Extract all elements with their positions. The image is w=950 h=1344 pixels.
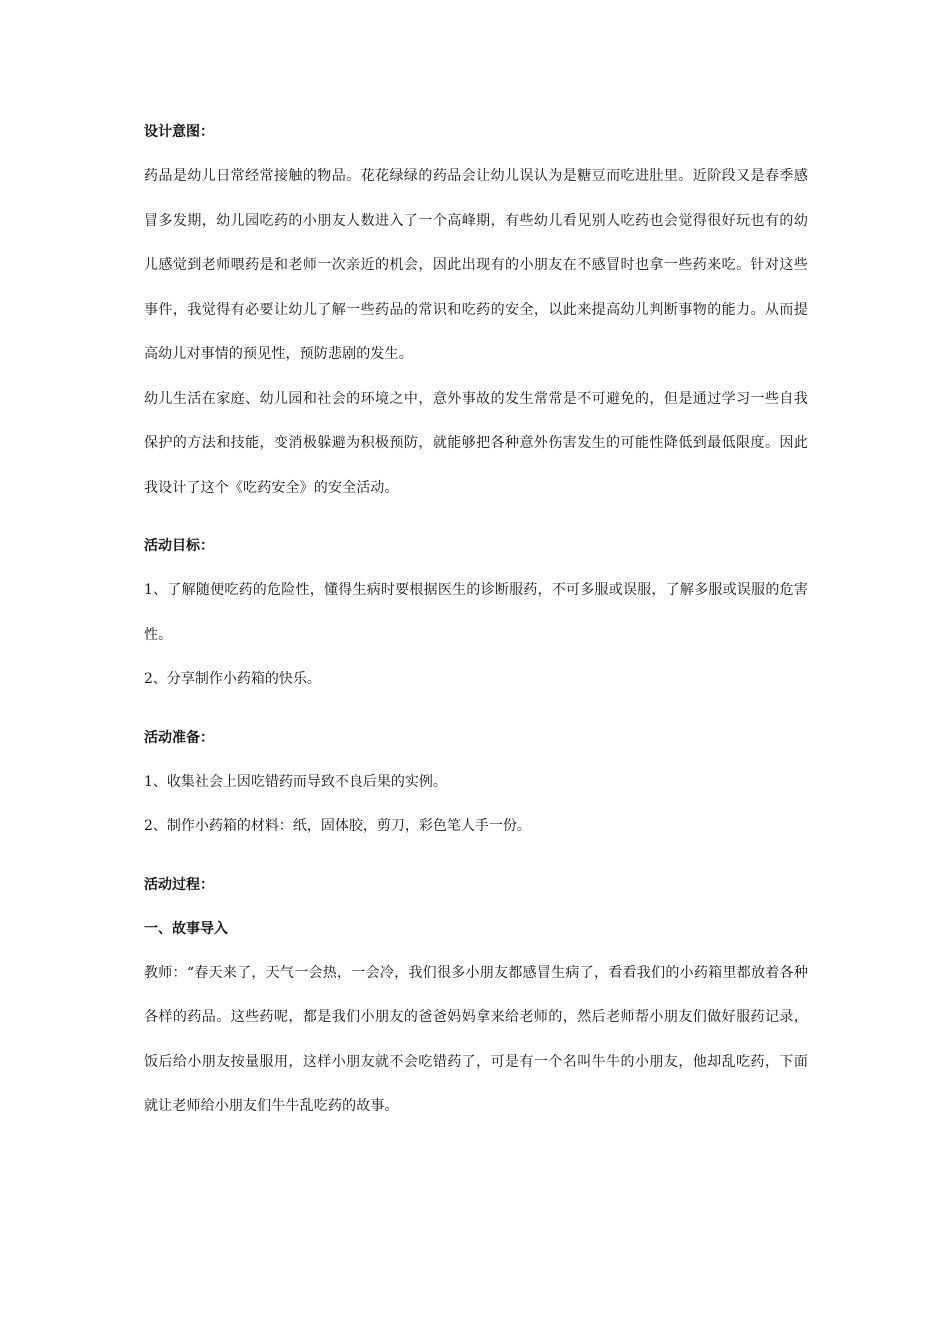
design-intent-heading: 设计意图：: [144, 124, 214, 140]
design-intent-paragraph-2: 幼儿生活在家庭、幼儿园和社会的环境之中，意外事故的发生常常是不可避免的，但是通过学习一些自我保护的方法和技能，变消极躲避为积极预防，就能够把各种意外伤害发生的可能性降低到最低限度。因此我设计了这个《吃药安全》的安全活动。: [144, 390, 808, 496]
preparation-item-2: 2、制作小药箱的材料：纸，固体胶，剪刀，彩色笔人手一份。: [144, 818, 531, 834]
process-heading: 活动过程：: [144, 876, 214, 893]
design-intent-paragraph-1: 药品是幼儿日常经常接触的物品。花花绿绿的药品会让幼儿误认为是糖豆而吃进肚里。近阶段又是春季感冒多发期，幼儿园吃药的小朋友人数进入了一个高峰期，有些幼儿看见别人吃药也会觉得很好玩也有的幼儿感觉到老师喂药是和老师一次亲近的机会，因此出现有的小朋友在不感冒时也拿一些药来吃。针对这些事件，我觉得有必要让幼儿了解一些药品的常识和吃药的安全，以此来提高幼儿判断事物的能力。从而提高幼儿对事情的预见性，预防悲剧的发生。: [144, 168, 808, 362]
goal-item-1: 1、了解随便吃药的危险性，懂得生病时要根据医生的诊断服药，不可多服或误服，了解多服或误服的危害性。: [144, 582, 808, 643]
preparation-heading: 活动准备：: [144, 729, 214, 746]
goals-heading: 活动目标：: [144, 538, 214, 554]
goal-item-2: 2、分享制作小药箱的快乐。: [144, 671, 321, 687]
process-subheading: 一、故事导入: [144, 920, 228, 937]
preparation-item-1: 1、收集社会上因吃错药而导致不良后果的实例。: [144, 773, 447, 790]
document-page: [144, 118, 808, 1129]
process-paragraph: 教师：“春天来了，天气一会热，一会冷，我们很多小朋友都感冒生病了，看看我们的小药箱里都放着各种各样的药品。这些药呢，都是我们小朋友的爸爸妈妈拿来给老师的，然后老师帮小朋友们做好服药记录，饭后给小朋友按量服用，这样小朋友就不会吃错药了，可是有一个名叫牛牛的小朋友，他却乱吃药，下面就让老师给小朋友们牛牛乱吃药的故事。: [144, 964, 808, 1114]
